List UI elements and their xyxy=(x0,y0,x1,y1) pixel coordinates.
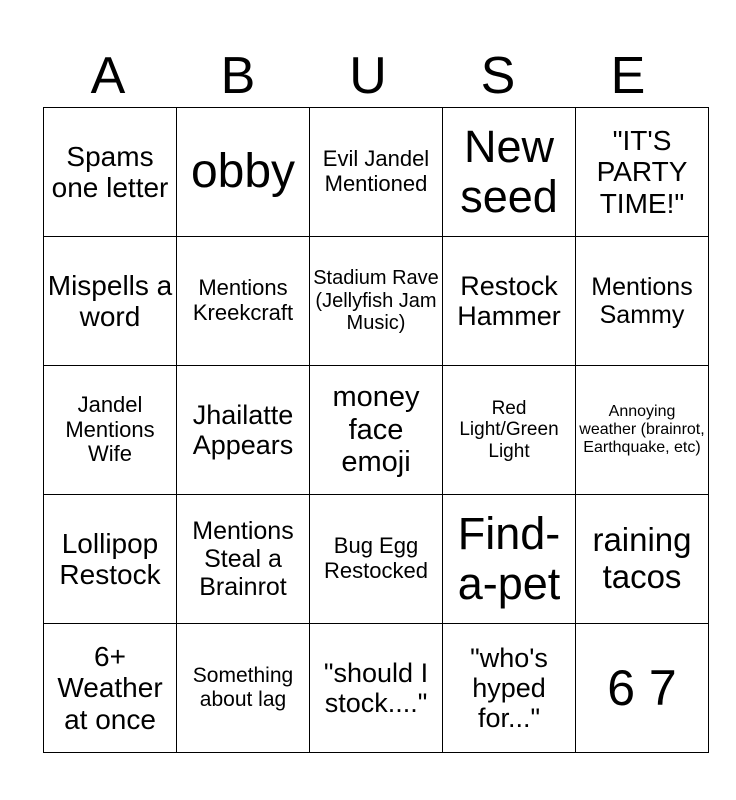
header-letter-e: E xyxy=(610,47,646,105)
bingo-cell-text: Jandel Mentions Wife xyxy=(65,392,155,467)
header-letter-u: U xyxy=(349,47,387,105)
bingo-cell-text: 6+ Weather at once xyxy=(57,640,163,735)
bingo-cell[interactable] xyxy=(44,108,177,237)
bingo-cell[interactable] xyxy=(44,237,177,366)
bingo-cell-text: Mentions Sammy xyxy=(591,273,693,329)
bingo-cell-text: New seed xyxy=(460,120,558,222)
bingo-cell-text: Something about lag xyxy=(192,664,294,711)
bingo-cell-text: Mentions Steal a Brainrot xyxy=(192,517,294,601)
board-row xyxy=(44,108,709,237)
bingo-cell[interactable] xyxy=(443,624,576,753)
bingo-cell-text: money face emoji xyxy=(332,381,420,479)
bingo-cell-text: raining tacos xyxy=(592,521,692,595)
bingo-cell[interactable] xyxy=(44,624,177,753)
bingo-cell-text: Stadium Rave (Jellyfish Jam Music) xyxy=(313,267,439,335)
bingo-cell-text: 6 7 xyxy=(607,660,677,716)
bingo-cell-text: Spams one letter xyxy=(51,140,169,203)
bingo-cell-text: Jhailatte Appears xyxy=(192,399,294,460)
bingo-cell[interactable] xyxy=(310,624,443,753)
bingo-cell[interactable] xyxy=(177,495,310,624)
bingo-cell[interactable] xyxy=(310,495,443,624)
bingo-cell-text: Mispells a word xyxy=(47,269,173,332)
bingo-cell-text: obby xyxy=(190,145,296,199)
bingo-cell[interactable] xyxy=(576,366,709,495)
board-row xyxy=(44,237,709,366)
bingo-cell[interactable] xyxy=(443,108,576,237)
bingo-cell[interactable] xyxy=(44,366,177,495)
bingo-cell[interactable] xyxy=(576,108,709,237)
bingo-cell-text: "IT'S PARTY TIME!" xyxy=(596,124,688,219)
bingo-cell[interactable] xyxy=(177,108,310,237)
bingo-cell-text: "should I stock...." xyxy=(323,657,429,718)
bingo-cell-text: "who's hyped for..." xyxy=(470,642,548,734)
bingo-cell[interactable] xyxy=(310,108,443,237)
bingo-cell-text: Mentions Kreekcraft xyxy=(192,275,294,325)
bingo-cell[interactable] xyxy=(177,624,310,753)
bingo-cell-text: Lollipop Restock xyxy=(59,527,161,590)
bingo-cell[interactable] xyxy=(310,237,443,366)
board-row xyxy=(44,366,709,495)
board-row xyxy=(44,495,709,624)
board-row xyxy=(44,624,709,753)
header-letter-a: A xyxy=(90,47,126,105)
bingo-cell-text: Evil Jandel Mentioned xyxy=(322,146,430,196)
bingo-cell-text: Annoying weather (brainrot, Earthquake, etc) xyxy=(579,403,705,456)
bingo-cell[interactable] xyxy=(310,366,443,495)
bingo-cell-text: Red Light/Green Light xyxy=(459,398,559,462)
bingo-cell[interactable] xyxy=(177,366,310,495)
bingo-cell[interactable] xyxy=(177,237,310,366)
bingo-board xyxy=(43,107,709,753)
bingo-cell-text: Restock Hammer xyxy=(457,270,561,331)
bingo-cell[interactable] xyxy=(576,495,709,624)
header-letter-b: B xyxy=(220,47,256,105)
bingo-cell[interactable] xyxy=(576,237,709,366)
bingo-cell[interactable] xyxy=(44,495,177,624)
bingo-cell-text: Find-a-pet xyxy=(457,507,561,609)
bingo-header xyxy=(43,44,693,108)
bingo-cell[interactable] xyxy=(443,237,576,366)
bingo-cell[interactable] xyxy=(576,624,709,753)
bingo-cell-text: Bug Egg Restocked xyxy=(324,533,428,583)
bingo-cell[interactable] xyxy=(443,495,576,624)
bingo-cell[interactable] xyxy=(443,366,576,495)
header-letter-s: S xyxy=(480,47,516,105)
